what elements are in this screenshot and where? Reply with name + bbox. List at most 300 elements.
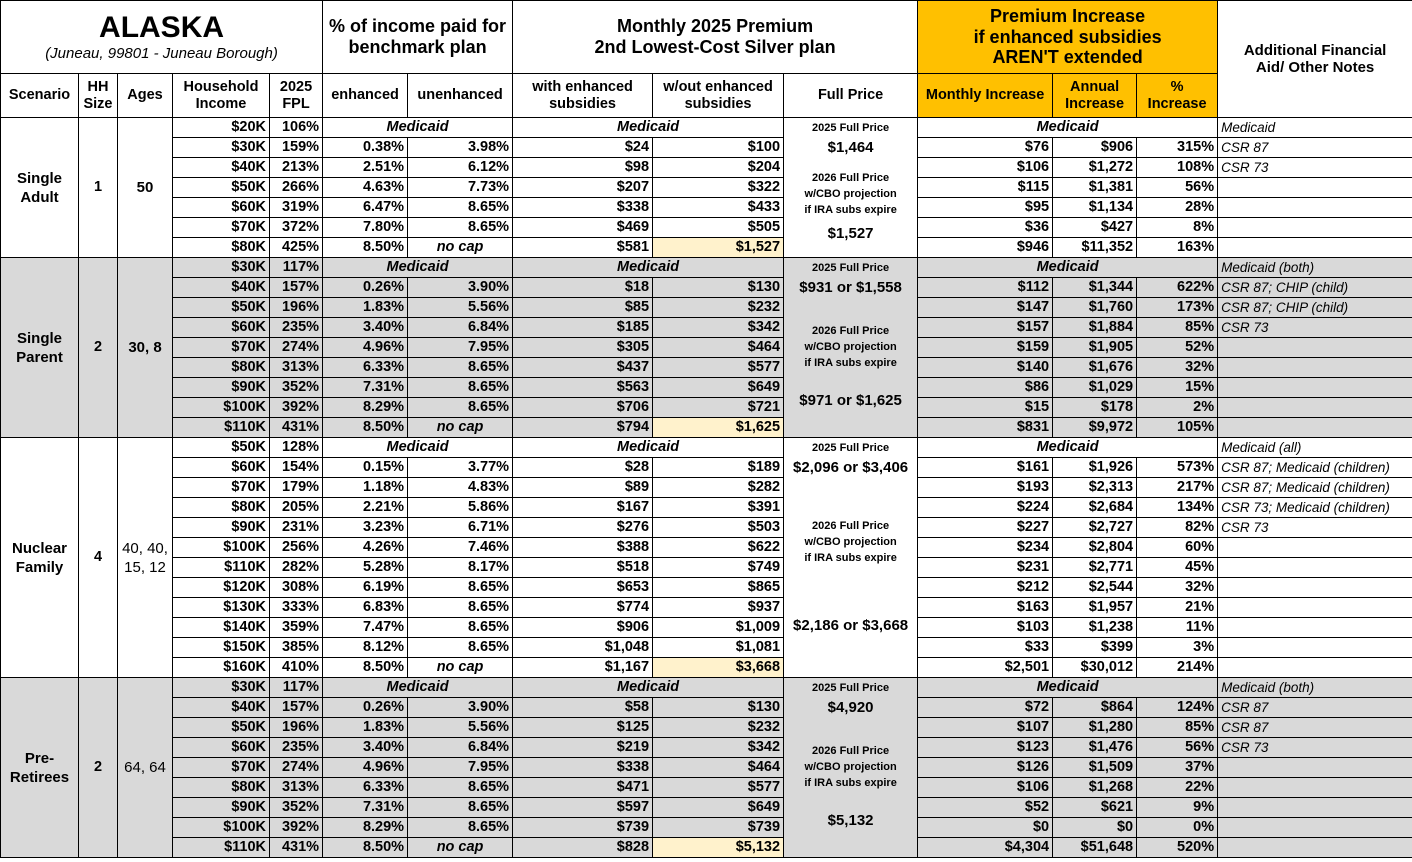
with-subsidies-cell: $597 xyxy=(513,798,653,818)
with-subsidies-cell: $276 xyxy=(513,518,653,538)
fpl-cell: 359% xyxy=(270,618,323,638)
fp2026-line3: if IRA subs expire xyxy=(804,552,897,565)
enhanced-pct-cell: 0.15% xyxy=(323,458,408,478)
fpl-cell: 128% xyxy=(270,438,323,458)
table-row xyxy=(1,378,1412,398)
monthly-increase-cell: $234 xyxy=(918,538,1053,558)
monthly-increase-cell: $86 xyxy=(918,378,1053,398)
notes-cell: CSR 87; CHIP (child) xyxy=(1218,278,1412,298)
notes-cell: CSR 73 xyxy=(1218,738,1412,758)
monthly-increase-cell: $15 xyxy=(918,398,1053,418)
unenhanced-pct-cell: 8.65% xyxy=(408,378,513,398)
enhanced-pct-cell: 4.63% xyxy=(323,178,408,198)
income-cell: $140K xyxy=(173,618,270,638)
premium-header-line1: Monthly 2025 Premium xyxy=(617,16,814,37)
ages-cell: 30, 8 xyxy=(118,258,173,438)
notes-cell xyxy=(1218,398,1412,418)
increase-header-line3: AREN'T extended xyxy=(992,47,1143,68)
without-subsidies-cell: $282 xyxy=(653,478,784,498)
annual-increase-cell: $30,012 xyxy=(1053,658,1137,678)
unenhanced-pct-cell: 5.86% xyxy=(408,498,513,518)
enhanced-pct-cell: 7.31% xyxy=(323,378,408,398)
notes-cell: CSR 87 xyxy=(1218,138,1412,158)
income-cell: $50K xyxy=(173,438,270,458)
monthly-increase-cell: $103 xyxy=(918,618,1053,638)
fpl-cell: 235% xyxy=(270,318,323,338)
notes-cell: Medicaid (both) xyxy=(1218,258,1412,278)
monthly-increase-cell: $831 xyxy=(918,418,1053,438)
annual-increase-cell: $1,476 xyxy=(1053,738,1137,758)
fpl-cell: 392% xyxy=(270,398,323,418)
enhanced-pct-cell: 5.28% xyxy=(323,558,408,578)
pct-increase-cell: 105% xyxy=(1137,418,1218,438)
with-subsidies-cell: $185 xyxy=(513,318,653,338)
fpl-cell: 117% xyxy=(270,678,323,698)
table-row xyxy=(1,618,1412,638)
fpl-cell: 157% xyxy=(270,698,323,718)
notes-cell xyxy=(1218,538,1412,558)
with-subsidies-cell: $207 xyxy=(513,178,653,198)
pct-increase-cell: 573% xyxy=(1137,458,1218,478)
table-row xyxy=(1,218,1412,238)
pct-income-header: % of income paid for benchmark plan xyxy=(323,1,513,74)
monthly-increase-cell: $106 xyxy=(918,778,1053,798)
pct-increase-cell: 28% xyxy=(1137,198,1218,218)
without-subsidies-cell: $189 xyxy=(653,458,784,478)
medicaid-label: Medicaid xyxy=(323,118,513,138)
premium-header-line2: 2nd Lowest-Cost Silver plan xyxy=(594,37,836,57)
income-cell: $80K xyxy=(173,778,270,798)
monthly-increase-cell: $163 xyxy=(918,598,1053,618)
notes-header: Additional Financial Aid/ Other Notes xyxy=(1218,1,1412,118)
full-price-2026-cell xyxy=(784,718,918,858)
table-row xyxy=(1,298,1412,318)
notes-cell: Medicaid (all) xyxy=(1218,438,1412,458)
enhanced-pct-cell: 8.50% xyxy=(323,838,408,858)
notes-cell xyxy=(1218,838,1412,858)
table-row xyxy=(1,138,1412,158)
annual-increase-cell: $2,771 xyxy=(1053,558,1137,578)
col-monthly-increase: Monthly Increase xyxy=(918,74,1053,118)
enhanced-pct-cell: 3.40% xyxy=(323,318,408,338)
table-row xyxy=(1,438,1412,458)
col-ages: Ages xyxy=(118,74,173,118)
unenhanced-pct-cell: 6.12% xyxy=(408,158,513,178)
col-full-price: Full Price xyxy=(784,74,918,118)
monthly-increase-cell: $72 xyxy=(918,698,1053,718)
table-row xyxy=(1,598,1412,618)
pct-increase-cell: 45% xyxy=(1137,558,1218,578)
pct-increase-cell: 8% xyxy=(1137,218,1218,238)
fpl-cell: 313% xyxy=(270,358,323,378)
col-fpl: 2025 FPL xyxy=(270,74,323,118)
table-row xyxy=(1,178,1412,198)
with-subsidies-cell: $469 xyxy=(513,218,653,238)
annual-increase-cell: $1,509 xyxy=(1053,758,1137,778)
income-cell: $60K xyxy=(173,738,270,758)
notes-cell xyxy=(1218,178,1412,198)
pct-increase-cell: 315% xyxy=(1137,138,1218,158)
without-subsidies-cell: $232 xyxy=(653,298,784,318)
annual-increase-cell: $1,760 xyxy=(1053,298,1137,318)
annual-increase-cell: $1,381 xyxy=(1053,178,1137,198)
pct-increase-cell: 32% xyxy=(1137,578,1218,598)
fp2026-line3: if IRA subs expire xyxy=(804,777,897,790)
income-cell: $60K xyxy=(173,198,270,218)
notes-cell xyxy=(1218,658,1412,678)
income-cell: $90K xyxy=(173,518,270,538)
unenhanced-pct-cell: 7.95% xyxy=(408,758,513,778)
unenhanced-pct-cell: 3.98% xyxy=(408,138,513,158)
monthly-increase-cell: $115 xyxy=(918,178,1053,198)
full-price-2025-value: $931 or $1,558 xyxy=(784,278,918,298)
without-subsidies-cell: $739 xyxy=(653,818,784,838)
unenhanced-pct-cell: 8.17% xyxy=(408,558,513,578)
notes-cell: CSR 87 xyxy=(1218,718,1412,738)
pct-increase-cell: 2% xyxy=(1137,398,1218,418)
enhanced-pct-cell: 4.96% xyxy=(323,338,408,358)
unenhanced-pct-cell: 8.65% xyxy=(408,818,513,838)
fpl-cell: 313% xyxy=(270,778,323,798)
monthly-increase-cell: $76 xyxy=(918,138,1053,158)
fpl-cell: 392% xyxy=(270,818,323,838)
unenhanced-pct-cell: 6.84% xyxy=(408,738,513,758)
table-row xyxy=(1,778,1412,798)
pct-increase-cell: 21% xyxy=(1137,598,1218,618)
income-cell: $70K xyxy=(173,338,270,358)
income-cell: $80K xyxy=(173,358,270,378)
pct-increase-cell: 85% xyxy=(1137,718,1218,738)
fp2026-line2: w/CBO projection xyxy=(804,188,897,201)
with-subsidies-cell: $794 xyxy=(513,418,653,438)
annual-increase-cell: $1,238 xyxy=(1053,618,1137,638)
notes-cell xyxy=(1218,358,1412,378)
fpl-cell: 231% xyxy=(270,518,323,538)
unenhanced-pct-cell: 8.65% xyxy=(408,398,513,418)
ages-cell: 40, 40, 15, 12 xyxy=(118,438,173,678)
monthly-increase-cell: $95 xyxy=(918,198,1053,218)
medicaid-label: Medicaid xyxy=(513,258,784,278)
col-income: Household Income xyxy=(173,74,270,118)
no-cap-label: no cap xyxy=(408,838,513,858)
without-subsidies-cell: $204 xyxy=(653,158,784,178)
unenhanced-pct-cell: 8.65% xyxy=(408,638,513,658)
monthly-increase-cell: $212 xyxy=(918,578,1053,598)
table-row xyxy=(1,338,1412,358)
enhanced-pct-cell: 4.26% xyxy=(323,538,408,558)
income-cell: $40K xyxy=(173,278,270,298)
income-cell: $80K xyxy=(173,498,270,518)
without-subsidies-cell: $1,527 xyxy=(653,238,784,258)
monthly-increase-cell: $159 xyxy=(918,338,1053,358)
unenhanced-pct-cell: 6.71% xyxy=(408,518,513,538)
enhanced-pct-cell: 8.50% xyxy=(323,418,408,438)
notes-cell: Medicaid (both) xyxy=(1218,678,1412,698)
medicaid-label: Medicaid xyxy=(513,678,784,698)
enhanced-pct-cell: 1.83% xyxy=(323,718,408,738)
annual-increase-cell: $864 xyxy=(1053,698,1137,718)
full-price-2026-cell xyxy=(784,478,918,678)
fpl-cell: 431% xyxy=(270,838,323,858)
medicaid-label: Medicaid xyxy=(918,678,1218,698)
annual-increase-cell: $1,344 xyxy=(1053,278,1137,298)
fpl-cell: 235% xyxy=(270,738,323,758)
monthly-increase-cell: $4,304 xyxy=(918,838,1053,858)
notes-cell: CSR 87 xyxy=(1218,698,1412,718)
monthly-increase-cell: $52 xyxy=(918,798,1053,818)
income-cell: $90K xyxy=(173,378,270,398)
enhanced-pct-cell: 7.31% xyxy=(323,798,408,818)
pct-increase-cell: 56% xyxy=(1137,738,1218,758)
income-cell: $110K xyxy=(173,418,270,438)
with-subsidies-cell: $739 xyxy=(513,818,653,838)
no-cap-label: no cap xyxy=(408,418,513,438)
with-subsidies-cell: $24 xyxy=(513,138,653,158)
annual-increase-cell: $2,313 xyxy=(1053,478,1137,498)
enhanced-pct-cell: 6.47% xyxy=(323,198,408,218)
pct-increase-cell: 134% xyxy=(1137,498,1218,518)
annual-increase-cell: $1,905 xyxy=(1053,338,1137,358)
fpl-cell: 319% xyxy=(270,198,323,218)
ages-cell: 50 xyxy=(118,118,173,258)
annual-increase-cell: $2,804 xyxy=(1053,538,1137,558)
with-subsidies-cell: $906 xyxy=(513,618,653,638)
notes-cell: CSR 73 xyxy=(1218,318,1412,338)
unenhanced-pct-cell: 3.90% xyxy=(408,278,513,298)
annual-increase-cell: $1,926 xyxy=(1053,458,1137,478)
income-cell: $40K xyxy=(173,698,270,718)
unenhanced-pct-cell: 6.84% xyxy=(408,318,513,338)
income-cell: $120K xyxy=(173,578,270,598)
enhanced-pct-cell: 4.96% xyxy=(323,758,408,778)
without-subsidies-cell: $464 xyxy=(653,758,784,778)
unenhanced-pct-cell: 8.65% xyxy=(408,598,513,618)
notes-cell xyxy=(1218,638,1412,658)
table-row xyxy=(1,578,1412,598)
with-subsidies-cell: $774 xyxy=(513,598,653,618)
full-price-2025-label: 2025 Full Price xyxy=(784,678,918,698)
fpl-cell: 385% xyxy=(270,638,323,658)
with-subsidies-cell: $388 xyxy=(513,538,653,558)
medicaid-label: Medicaid xyxy=(918,438,1218,458)
pct-increase-cell: 9% xyxy=(1137,798,1218,818)
medicaid-label: Medicaid xyxy=(513,118,784,138)
notes-cell xyxy=(1218,558,1412,578)
with-subsidies-cell: $653 xyxy=(513,578,653,598)
monthly-increase-cell: $112 xyxy=(918,278,1053,298)
enhanced-pct-cell: 2.21% xyxy=(323,498,408,518)
annual-increase-cell: $2,684 xyxy=(1053,498,1137,518)
with-subsidies-cell: $85 xyxy=(513,298,653,318)
table-row xyxy=(1,458,1412,478)
annual-increase-cell: $0 xyxy=(1053,818,1137,838)
with-subsidies-cell: $338 xyxy=(513,198,653,218)
fpl-cell: 205% xyxy=(270,498,323,518)
full-price-2025-value: $2,096 or $3,406 xyxy=(784,458,918,478)
unenhanced-pct-cell: 4.83% xyxy=(408,478,513,498)
fpl-cell: 213% xyxy=(270,158,323,178)
table-row xyxy=(1,638,1412,658)
without-subsidies-cell: $232 xyxy=(653,718,784,738)
unenhanced-pct-cell: 7.46% xyxy=(408,538,513,558)
fpl-cell: 157% xyxy=(270,278,323,298)
enhanced-pct-cell: 1.83% xyxy=(323,298,408,318)
enhanced-pct-cell: 7.80% xyxy=(323,218,408,238)
fp2026-line2: w/CBO projection xyxy=(804,341,897,354)
table-row xyxy=(1,698,1412,718)
fp2026-line1: 2026 Full Price xyxy=(812,325,890,338)
fpl-cell: 274% xyxy=(270,338,323,358)
unenhanced-pct-cell: 8.65% xyxy=(408,218,513,238)
full-price-2025-value: $1,464 xyxy=(784,138,918,158)
pct-increase-cell: 0% xyxy=(1137,818,1218,838)
enhanced-pct-cell: 7.47% xyxy=(323,618,408,638)
fpl-cell: 274% xyxy=(270,758,323,778)
medicaid-label: Medicaid xyxy=(323,678,513,698)
pct-increase-cell: 622% xyxy=(1137,278,1218,298)
table-row xyxy=(1,118,1412,138)
pct-increase-cell: 60% xyxy=(1137,538,1218,558)
with-subsidies-cell: $828 xyxy=(513,838,653,858)
pct-increase-cell: 217% xyxy=(1137,478,1218,498)
enhanced-pct-cell: 6.33% xyxy=(323,358,408,378)
pct-increase-cell: 3% xyxy=(1137,638,1218,658)
col-unenhanced: unenhanced xyxy=(408,74,513,118)
income-cell: $110K xyxy=(173,838,270,858)
increase-header-line1: Premium Increase xyxy=(990,5,1146,26)
pct-increase-cell: 520% xyxy=(1137,838,1218,858)
fpl-cell: 308% xyxy=(270,578,323,598)
notes-cell: CSR 87; CHIP (child) xyxy=(1218,298,1412,318)
with-subsidies-cell: $305 xyxy=(513,338,653,358)
unenhanced-pct-cell: 8.65% xyxy=(408,778,513,798)
enhanced-pct-cell: 6.19% xyxy=(323,578,408,598)
without-subsidies-cell: $505 xyxy=(653,218,784,238)
unenhanced-pct-cell: 8.65% xyxy=(408,198,513,218)
fp2026-line2: w/CBO projection xyxy=(804,536,897,549)
fp2026-line1: 2026 Full Price xyxy=(812,520,890,533)
annual-increase-cell: $1,134 xyxy=(1053,198,1137,218)
table-row xyxy=(1,678,1412,698)
monthly-increase-cell: $140 xyxy=(918,358,1053,378)
without-subsidies-cell: $865 xyxy=(653,578,784,598)
full-price-2026-cell xyxy=(784,158,918,258)
table-row xyxy=(1,158,1412,178)
table-row xyxy=(1,518,1412,538)
notes-cell: Medicaid xyxy=(1218,118,1412,138)
income-cell: $80K xyxy=(173,238,270,258)
scenario-cell: Nuclear Family xyxy=(1,438,79,678)
income-cell: $70K xyxy=(173,758,270,778)
enhanced-pct-cell: 0.26% xyxy=(323,698,408,718)
scenario-cell: Single Parent xyxy=(1,258,79,438)
fp2026-line3: if IRA subs expire xyxy=(804,204,897,217)
without-subsidies-cell: $721 xyxy=(653,398,784,418)
notes-cell: CSR 87; Medicaid (children) xyxy=(1218,458,1412,478)
pct-increase-cell: 108% xyxy=(1137,158,1218,178)
col-scenario: Scenario xyxy=(1,74,79,118)
monthly-increase-cell: $0 xyxy=(918,818,1053,838)
notes-cell: CSR 73; Medicaid (children) xyxy=(1218,498,1412,518)
unenhanced-pct-cell: 7.95% xyxy=(408,338,513,358)
income-cell: $30K xyxy=(173,258,270,278)
fpl-cell: 196% xyxy=(270,718,323,738)
fpl-cell: 425% xyxy=(270,238,323,258)
annual-increase-cell: $11,352 xyxy=(1053,238,1137,258)
pct-increase-cell: 15% xyxy=(1137,378,1218,398)
fpl-cell: 117% xyxy=(270,258,323,278)
without-subsidies-cell: $577 xyxy=(653,778,784,798)
full-price-2026-value: $1,527 xyxy=(827,225,874,243)
table-row xyxy=(1,718,1412,738)
income-cell: $30K xyxy=(173,678,270,698)
with-subsidies-cell: $471 xyxy=(513,778,653,798)
pct-increase-cell: 163% xyxy=(1137,238,1218,258)
with-subsidies-cell: $706 xyxy=(513,398,653,418)
unenhanced-pct-cell: 5.56% xyxy=(408,718,513,738)
monthly-increase-cell: $161 xyxy=(918,458,1053,478)
pct-increase-cell: 56% xyxy=(1137,178,1218,198)
with-subsidies-cell: $125 xyxy=(513,718,653,738)
income-cell: $30K xyxy=(173,138,270,158)
medicaid-label: Medicaid xyxy=(323,258,513,278)
with-subsidies-cell: $89 xyxy=(513,478,653,498)
no-cap-label: no cap xyxy=(408,658,513,678)
fpl-cell: 372% xyxy=(270,218,323,238)
hh-size-cell: 1 xyxy=(79,118,118,258)
unenhanced-pct-cell: 5.56% xyxy=(408,298,513,318)
table-row xyxy=(1,738,1412,758)
pct-increase-cell: 37% xyxy=(1137,758,1218,778)
income-cell: $60K xyxy=(173,318,270,338)
monthly-increase-cell: $231 xyxy=(918,558,1053,578)
pct-increase-cell: 82% xyxy=(1137,518,1218,538)
without-subsidies-cell: $1,625 xyxy=(653,418,784,438)
notes-cell xyxy=(1218,198,1412,218)
unenhanced-pct-cell: 7.73% xyxy=(408,178,513,198)
enhanced-pct-cell: 6.83% xyxy=(323,598,408,618)
notes-cell xyxy=(1218,218,1412,238)
table-row xyxy=(1,558,1412,578)
income-cell: $130K xyxy=(173,598,270,618)
without-subsidies-cell: $577 xyxy=(653,358,784,378)
income-cell: $100K xyxy=(173,398,270,418)
without-subsidies-cell: $342 xyxy=(653,738,784,758)
enhanced-pct-cell: 2.51% xyxy=(323,158,408,178)
col-hh-size: HH Size xyxy=(79,74,118,118)
with-subsidies-cell: $581 xyxy=(513,238,653,258)
income-cell: $150K xyxy=(173,638,270,658)
full-price-2025-label: 2025 Full Price xyxy=(784,118,918,138)
without-subsidies-cell: $130 xyxy=(653,698,784,718)
unenhanced-pct-cell: 3.77% xyxy=(408,458,513,478)
fpl-cell: 179% xyxy=(270,478,323,498)
monthly-increase-cell: $946 xyxy=(918,238,1053,258)
without-subsidies-cell: $749 xyxy=(653,558,784,578)
with-subsidies-cell: $98 xyxy=(513,158,653,178)
income-cell: $90K xyxy=(173,798,270,818)
without-subsidies-cell: $5,132 xyxy=(653,838,784,858)
notes-cell xyxy=(1218,758,1412,778)
scenario-cell: Pre- Retirees xyxy=(1,678,79,858)
full-price-2025-value: $4,920 xyxy=(784,698,918,718)
without-subsidies-cell: $649 xyxy=(653,798,784,818)
pct-increase-cell: 52% xyxy=(1137,338,1218,358)
annual-increase-cell: $9,972 xyxy=(1053,418,1137,438)
notes-cell xyxy=(1218,338,1412,358)
with-subsidies-cell: $1,048 xyxy=(513,638,653,658)
hh-size-cell: 2 xyxy=(79,678,118,858)
